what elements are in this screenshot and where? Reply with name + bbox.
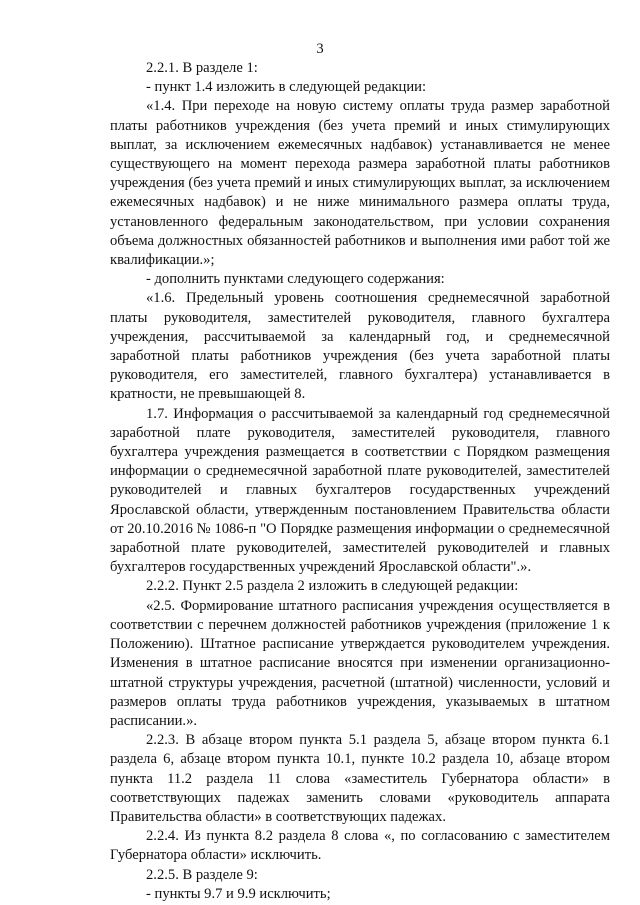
- page-number: 3: [316, 41, 324, 57]
- paragraph-add-items-intro: - дополнить пунктами следующего содержания:: [146, 271, 445, 288]
- paragraph-2-2-2: 2.2.2. Пункт 2.5 раздела 2 изложить в следующей редакции:: [146, 578, 519, 595]
- paragraph-item-1-6: «1.6. Предельный уровень соотношения среднемесячной заработной платы руководителя, заместителей руководителя, главного бухгалтера учреждения, рассчитываемой за календарный год, и среднемесячной заработной платы работников учреждения (без учета заработной платы руководителя, его заместителей, главного бухгалтера) устанавливается в кратности, не превышающей 8.: [110, 290, 610, 403]
- paragraph-2-2-1: 2.2.1. В разделе 1:: [146, 60, 258, 76]
- paragraph-item-1-4-intro: - пункт 1.4 изложить в следующей редакции:: [146, 79, 427, 96]
- paragraph-items-9-7-9-9: - пункты 9.7 и 9.9 исключить;: [146, 885, 331, 902]
- paragraph-2-2-4: 2.2.4. Из пункта 8.2 раздела 8 слова «, по согласованию с заместителем Губернатора области» исключить.: [110, 828, 610, 864]
- paragraph-2-2-5: 2.2.5. В разделе 9:: [146, 866, 258, 883]
- paragraph-item-1-4-text: «1.4. При переходе на новую систему оплаты труда размер заработной платы работников учреждения (без учета премий и иных стимулирующих выплат, за исключением ежемесячных надбавок) устанавливается не менее существующего на момент перехода размера заработной платы работников учреждения (без учета премий и иных стимулирующих выплат, за исключением ежемесячных надбавок) и не ниже минимального размера оплаты труда, установленного федеральным законодательством, при условии сохранения объема должностных обязанностей работников и выполнения ими работ той же квалификации.»;: [110, 98, 610, 269]
- paragraph-2-2-3: 2.2.3. В абзаце втором пункта 5.1 раздела 5, абзаце втором пункта 6.1 раздела 6, абзаце втором пункта 10.1, пункте 10.2 раздела 10, абзаце втором пункта 11.2 раздела 11 слова «заместитель Губернатора области» в соответствующих падежах заменить словами «руководитель аппарата Правительства области» в соответствующих падежах.: [110, 732, 610, 825]
- paragraph-item-1-7: 1.7. Информация о рассчитываемой за календарный год среднемесячной заработной плате руководителя, заместителей руководителя, главного бухгалтера учреждения размещается в соответствии с Порядком размещения информации о среднемесячной заработной плате руководителей, заместителей руководителей и главных бухгалтеров государственных учреждений Ярославской области, утвержденным постановлением Правительства области от 20.10.2016 № 1086-п "О Порядке размещения информации о среднемесячной заработной плате руководителей, заместителей руководителей и главных бухгалтеров государственных учреждений Ярославской области".».: [110, 405, 610, 576]
- paragraph-item-2-5: «2.5. Формирование штатного расписания учреждения осуществляется в соответствии с перечнем должностей работников учреждения (приложение 1 к Положению). Штатное расписание утверждается руководителем учреждения. Изменения в штатное расписание вносятся при изменении организационно-штатной структуры учреждения, расчетной (штатной) численности, условий и размеров оплаты труда работников учреждения, указываемых в штатном расписании.».: [110, 597, 610, 729]
- document-body: [110, 59, 610, 904]
